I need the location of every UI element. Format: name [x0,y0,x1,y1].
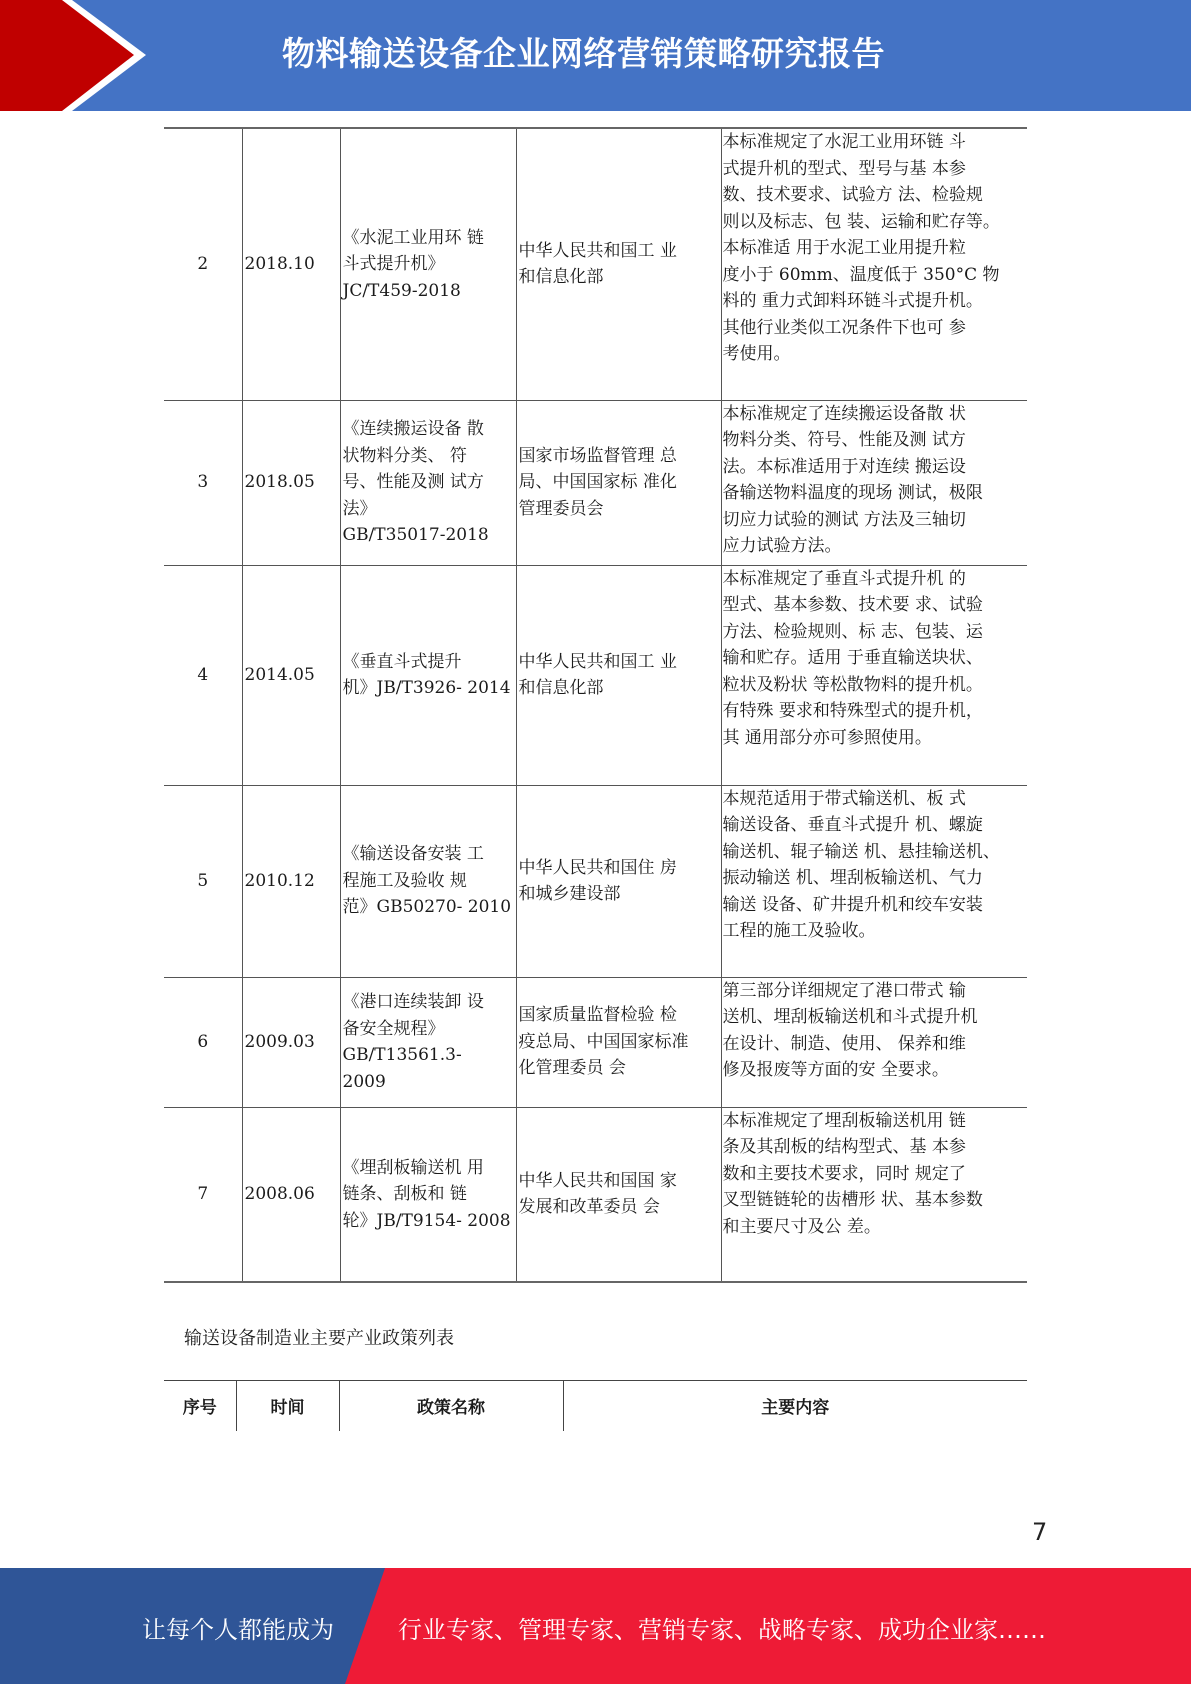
row-number: 3 [164,400,242,565]
standard-description [721,128,1027,400]
standard-description-line: 法。本标准适用于对连续 搬运设 [722,456,966,477]
policy-table-header-row [164,1381,1027,1431]
release-date: 2014.05 [242,565,340,785]
row-number: 7 [164,1107,242,1282]
standard-description-line: 数、技术要求、试验方 法、检验规 [722,185,983,205]
table-row [164,977,1027,1107]
standard-name-line: JC/T459-2018 [342,280,461,301]
standard-name-line: 《输送设备安装 工 [342,844,484,865]
standard-name-line: 号、性能及测 试方 [342,472,484,493]
standard-name-line: 机》JB/T3926- 2014 [342,678,511,698]
standard-description-line: 修及报废等方面的安 全要求。 [722,1060,949,1080]
standard-name-line: 《连续搬运设备 散 [342,419,484,440]
standard-name-line: 《埋刮板输送机 用 [342,1157,484,1178]
issuing-organization-line: 中华人民共和国住 房 [518,857,677,878]
standard-description-line: 其 通用部分亦可参照使用。 [722,727,932,748]
release-date: 2018.05 [242,400,340,565]
standard-name-line: 斗式提升机》 [342,254,445,274]
standard-description-line: 和主要尺寸及公 差。 [722,1216,881,1237]
standards-table [164,127,1027,1283]
standard-description [721,785,1027,977]
issuing-organization [516,400,721,565]
release-date: 2018.10 [242,128,340,400]
standard-description-line: 输送 设备、矿井提升机和绞车安装 [722,894,983,915]
issuing-organization-line: 管理委员会 [518,498,604,519]
policy-table [164,1380,1027,1431]
issuing-organization-line: 国家市场监督管理 总 [518,445,677,466]
standard-description-line: 则以及标志、包 装、运输和贮存等。 [722,211,1000,232]
standard-name-line: 范》GB50270- 2010 [342,897,512,918]
standard-name-line: 状物料分类、 符 [342,445,467,466]
standard-description-line: 备输送物料温度的现场 测试，极限 [722,483,983,503]
standard-description-line: 其他行业类似工况条件下也可 参 [722,317,966,338]
standard-description-line: 度小于 60mm、温度低于 350°C 物 [722,264,1000,285]
standard-name [340,400,516,565]
page-footer [0,1568,1191,1684]
issuing-organization [516,565,721,785]
standard-description-line: 第三部分详细规定了港口带式 输 [722,980,966,1001]
standard-description-line: 输送设备、垂直斗式提升 机、螺旋 [722,815,983,835]
footer-slogan-left: 让每个人都能成为 [142,1616,334,1644]
standard-description-line: 本标准规定了垂直斗式提升机 的 [722,568,966,589]
issuing-organization-line: 和城乡建设部 [518,884,621,904]
standard-description-line: 方法、检验规则、标 志、包装、运 [722,621,983,642]
standard-name-line: 《垂直斗式提升 [342,651,462,672]
standard-description-line: 粒状及粉状 等松散物料的提升机。 [722,674,983,695]
standard-description-line: 本标准适 用于水泥工业用提升粒 [722,238,966,258]
issuing-organization-line: 中华人民共和国工 业 [518,240,677,261]
report-title: 物料输送设备企业网络营销策略研究报告 [282,34,885,73]
standard-description-line: 叉型链链轮的齿槽形 状、基本参数 [722,1190,983,1210]
page-number: 7 [1032,1518,1048,1546]
standard-name-line: 备安全规程》 [342,1018,445,1039]
standard-description [721,977,1027,1107]
standard-name-line: 《水泥工业用环 链 [342,227,484,248]
issuing-organization-line: 和信息化部 [518,267,604,288]
standard-name-line: 链条、刮板和 链 [342,1184,467,1204]
standard-name-line: 法》 [342,498,377,519]
release-date: 2009.03 [242,977,340,1107]
standard-name [340,1107,516,1282]
header-main-content: 主要内容 [563,1381,1027,1431]
issuing-organization-line: 化管理委员 会 [518,1058,626,1079]
standard-description-line: 输和贮存。适用 于垂直输送块状、 [722,648,983,668]
header-no: 序号 [164,1381,236,1431]
standard-description-line: 本规范适用于带式输送机、板 式 [722,788,966,809]
footer-slogan-right: 行业专家、管理专家、营销专家、战略专家、成功企业家…… [398,1616,1046,1644]
header-arrow-decoration [0,0,160,111]
row-number: 4 [164,565,242,785]
row-number: 2 [164,128,242,400]
standard-name-line: 轮》JB/T9154- 2008 [342,1210,511,1231]
policy-table-caption: 输送设备制造业主要产业政策列表 [184,1328,454,1349]
standard-description-line: 料的 重力式卸料环链斗式提升机。 [722,291,983,311]
issuing-organization [516,1107,721,1282]
row-number: 5 [164,785,242,977]
issuing-organization-line: 局、中国国家标 准化 [518,472,677,493]
table-row [164,565,1027,785]
standard-description-line: 式提升机的型式、型号与基 本参 [722,158,966,179]
table-row [164,400,1027,565]
standard-description [721,1107,1027,1282]
standard-description-line: 送机、埋刮板输送机和斗式提升机 [722,1007,978,1027]
standard-description [721,400,1027,565]
standard-name [340,785,516,977]
standard-description-line: 物料分类、符号、性能及测 试方 [722,430,966,450]
standard-name [340,565,516,785]
issuing-organization-line: 中华人民共和国国 家 [518,1170,677,1191]
table-row [164,128,1027,400]
standard-name-line: GB/T13561.3- [342,1045,462,1065]
standard-name [340,977,516,1107]
release-date: 2008.06 [242,1107,340,1282]
standard-description-line: 条及其刮板的结构型式、基 本参 [722,1137,966,1157]
standard-description-line: 工程的施工及验收。 [722,921,876,941]
standard-description-line: 本标准规定了水泥工业用环链 斗 [722,132,966,152]
standard-name-line: 程施工及验收 规 [342,870,467,891]
standard-description-line: 有特殊 要求和特殊型式的提升机， [722,701,983,721]
standard-description-line: 在设计、制造、使用、 保养和维 [722,1033,966,1054]
issuing-organization-line: 和信息化部 [518,678,604,698]
issuing-organization-line: 发展和改革委员 会 [518,1197,660,1218]
standard-description-line: 应力试验方法。 [722,536,842,556]
header-time: 时间 [236,1381,339,1431]
table-row [164,1107,1027,1282]
issuing-organization [516,977,721,1107]
standard-description-line: 型式、基本参数、技术要 求、试验 [722,595,983,615]
standard-name [340,128,516,400]
standard-description-line: 振动输送 机、埋刮板输送机、气力 [722,868,983,888]
header-policy-name: 政策名称 [339,1381,563,1431]
issuing-organization-line: 中华人民共和国工 业 [518,651,677,672]
release-date: 2010.12 [242,785,340,977]
standard-description-line: 本标准规定了埋刮板输送机用 链 [722,1110,966,1131]
issuing-organization-line: 疫总局、中国国家标准 [518,1031,689,1052]
standard-description-line: 数和主要技术要求，同时 规定了 [722,1163,966,1184]
standard-name-line: 《港口连续装卸 设 [342,992,484,1012]
standard-description-line: 考使用。 [722,344,791,364]
standard-description-line: 输送机、辊子输送 机、悬挂输送机、 [722,841,1000,862]
issuing-organization-line: 国家质量监督检验 检 [518,1005,677,1026]
page-header [0,0,1191,111]
standard-description-line: 切应力试验的测试 方法及三轴切 [722,509,966,530]
standard-name-line: GB/T35017-2018 [342,525,489,546]
standard-description [721,565,1027,785]
issuing-organization [516,128,721,400]
issuing-organization [516,785,721,977]
standard-name-line: 2009 [342,1071,386,1092]
standard-description-line: 本标准规定了连续搬运设备散 状 [722,403,966,424]
table-row [164,785,1027,977]
row-number: 6 [164,977,242,1107]
